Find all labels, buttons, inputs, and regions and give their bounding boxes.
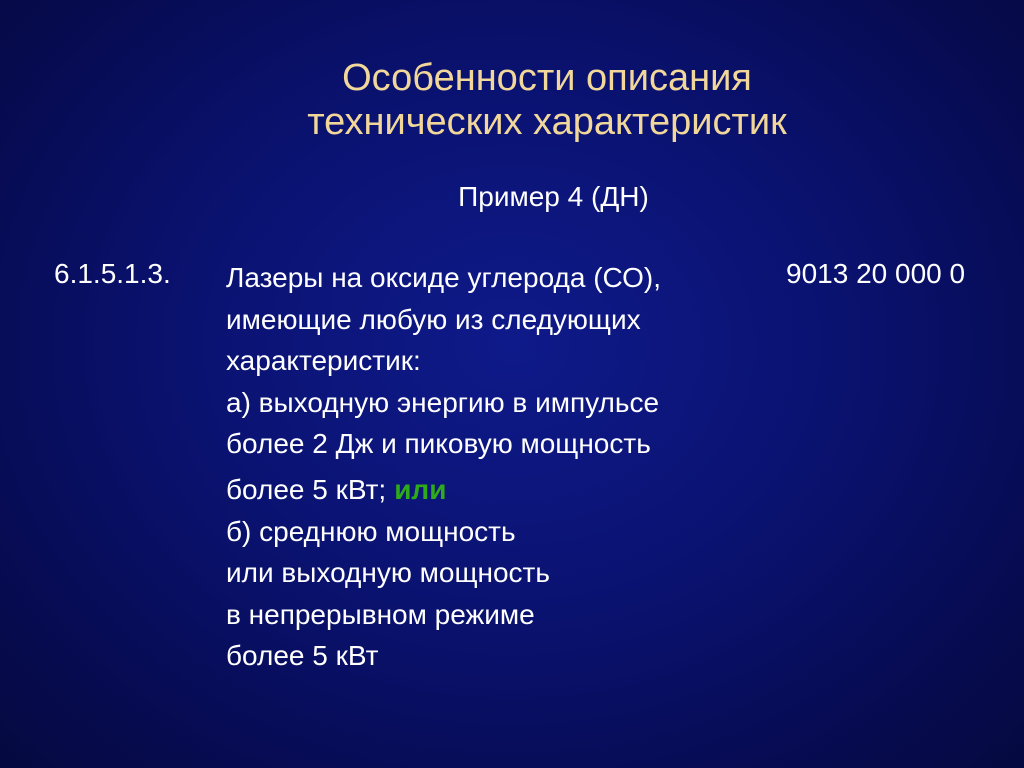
description-line: характеристик: bbox=[226, 345, 421, 376]
description-line-with-or bbox=[226, 465, 786, 511]
description-line: более 5 кВт bbox=[226, 640, 379, 671]
or-highlight: или bbox=[394, 473, 447, 505]
description-line: а) выходную энергию в импульсе bbox=[226, 386, 660, 418]
example-subtitle: Пример 4 (ДН) bbox=[458, 181, 649, 212]
slide-title bbox=[0, 56, 1024, 144]
description-line: имеющие любую из следующих bbox=[226, 303, 641, 335]
description-line: более 5 кВт; bbox=[226, 473, 387, 505]
title-line-2: технических характеристик bbox=[307, 101, 787, 143]
item-number: 6.1.5.1.3. bbox=[54, 258, 171, 289]
description-line: Лазеры на оксиде углерода (СО), bbox=[226, 262, 662, 293]
description-line: б) среднюю мощность bbox=[226, 515, 516, 547]
description-line: более 2 Дж и пиковую мощность bbox=[226, 428, 651, 459]
item-description bbox=[226, 257, 786, 677]
commodity-code: 9013 20 000 0 bbox=[786, 258, 966, 289]
description-line: или выходную мощность bbox=[226, 557, 550, 588]
description-line: в непрерывном режиме bbox=[226, 598, 535, 630]
title-line-1: Особенности описания bbox=[342, 57, 752, 99]
